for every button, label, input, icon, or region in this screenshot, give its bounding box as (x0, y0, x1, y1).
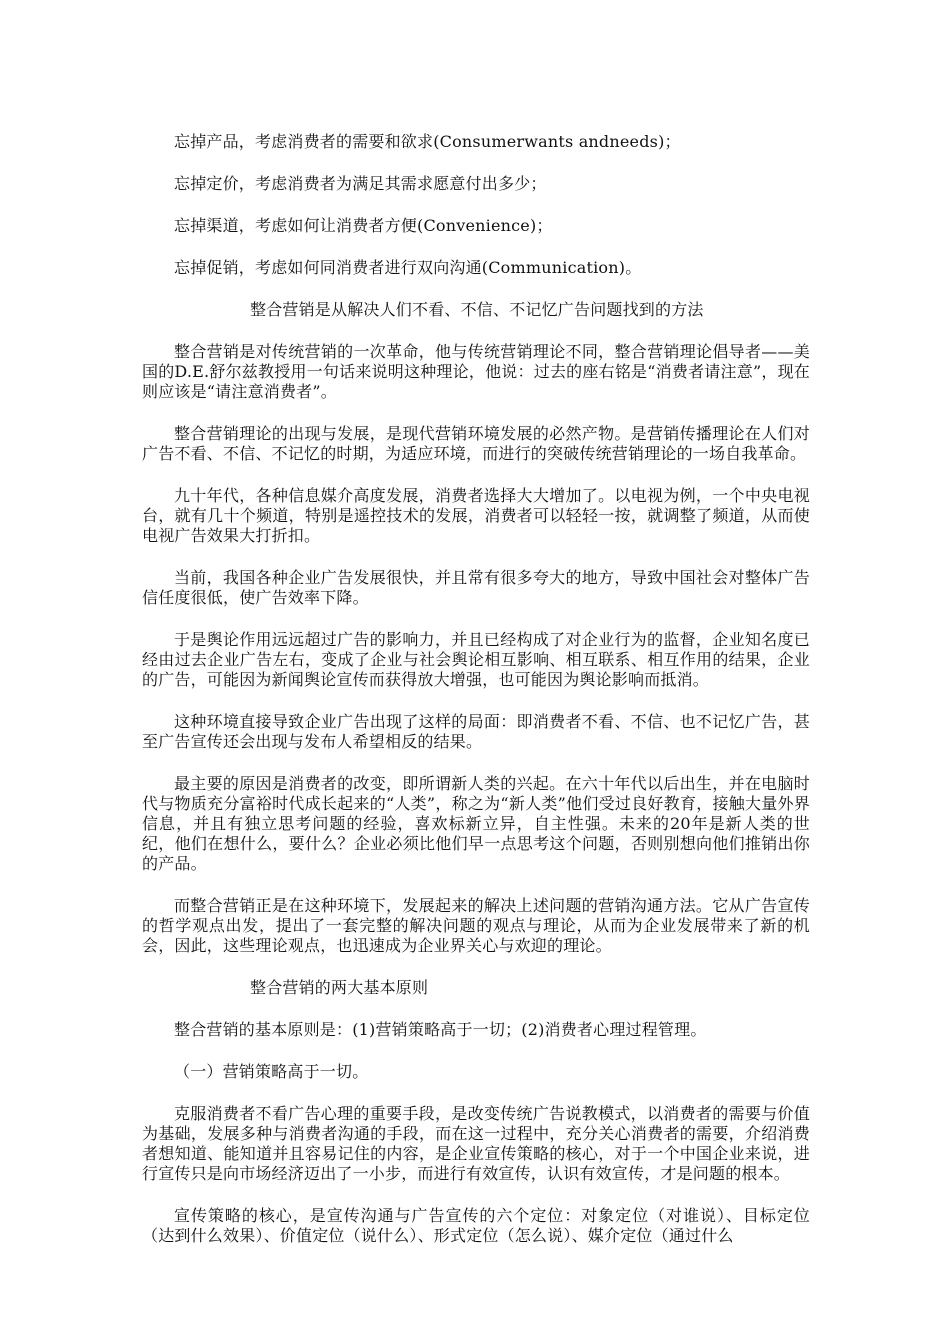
paragraph-forget-product: 忘掉产品，考虑消费者的需要和欲求(Consumerwants andneeds)； (174, 132, 681, 151)
paragraph-overcome: 克服消费者不看广告心理的重要手段，是改变传统广告说教模式，以消费者的需要与价值为基础，发展多种与消费者沟通的手段，而在这一过程中，充分关心消费者的需要，介绍消费者想知道、能知道并且容易记住的内容，是企业宣传策略的核心，对于一个中国企业来说，进行宣传只是向市场经济迈出了一小步，而进行有效宣传，认识有效宣传，才是问题的根本。 (142, 1104, 810, 1183)
paragraph-emergence: 整合营销理论的出现与发展，是现代营销环境发展的必然产物。是营销传播理论在人们对广告不看、不信、不记忆的时期，为适应环境，而进行的突破传统营销理论的一场自我革命。 (142, 424, 810, 463)
paragraph-nineties: 九十年代，各种信息媒介高度发展，消费者选择大大增加了。以电视为例，一个中央电视台，就有几十个频道，特别是遥控技术的发展，消费者可以轻轻一按，就调整了频道，从而使电视广告效果大打折扣。 (142, 486, 810, 545)
paragraph-revolution: 整合营销是对传统营销的一次革命，他与传统营销理论不同，整合营销理论倡导者——美国的D.E.舒尔兹教授用一句话来说明这种理论，他说：过去的座右铭是“消费者请注意”，现在则应该是“请注意消费者”。 (142, 342, 810, 401)
paragraph-forget-channel: 忘掉渠道，考虑如何让消费者方便(Convenience)； (174, 216, 553, 235)
document-body (142, 132, 810, 1246)
subheading-strategy-first: （一）营销策略高于一切。 (174, 1062, 369, 1081)
section-heading-method: 整合营销是从解决人们不看、不信、不记忆广告问题找到的方法 (250, 300, 704, 319)
paragraph-basic-principles: 整合营销的基本原则是：(1)营销策略高于一切；(2)消费者心理过程管理。 (174, 1020, 707, 1039)
paragraph-new-humans: 最主要的原因是消费者的改变，即所谓新人类的兴起。在六十年代以后出生，并在电脑时代与物质充分富裕时代成长起来的“人类”，称之为“新人类”他们受过良好教育，接触大量外界信息，并且有独立思考问题的经验，喜欢标新立异，自主性强。未来的20年是新人类的世纪，他们在想什么，要什么？企业必须比他们早一点思考这个问题，否则别想向他们推销出你的产品。 (142, 774, 810, 873)
paragraph-public-opinion: 于是舆论作用远远超过广告的影响力，并且已经构成了对企业行为的监督，企业知名度已经由过去企业广告左右，变成了企业与社会舆论相互影响、相互联系、相互作用的结果，企业的广告，可能因为新闻舆论宣传而获得放大增强，也可能因为舆论影响而抵消。 (142, 630, 810, 689)
paragraph-forget-price: 忘掉定价，考虑消费者为满足其需求愿意付出多少； (174, 174, 547, 193)
paragraph-current: 当前，我国各种企业广告发展很快，并且常有很多夸大的地方，导致中国社会对整体广告信任度很低，使广告效率下降。 (142, 568, 810, 607)
section-heading-principles: 整合营销的两大基本原则 (250, 978, 429, 997)
paragraph-forget-promotion: 忘掉促销，考虑如何同消费者进行双向沟通(Communication)。 (174, 258, 642, 277)
paragraph-integrated-method: 而整合营销正是在这种环境下，发展起来的解决上述问题的营销沟通方法。它从广告宣传的哲学观点出发，提出了一套完整的解决问题的观点与理论，从而为企业发展带来了新的机会，因此，这些理论观点，也迅速成为企业界关心与欢迎的理论。 (142, 896, 810, 955)
paragraph-strategy-core: 宣传策略的核心，是宣传沟通与广告宣传的六个定位：对象定位（对谁说）、目标定位（达到什么效果）、价值定位（说什么）、形式定位（怎么说）、媒介定位（通过什么 (142, 1206, 810, 1245)
paragraph-environment: 这种环境直接导致企业广告出现了这样的局面：即消费者不看、不信、也不记忆广告，甚至广告宣传还会出现与发布人希望相反的结果。 (142, 712, 810, 751)
